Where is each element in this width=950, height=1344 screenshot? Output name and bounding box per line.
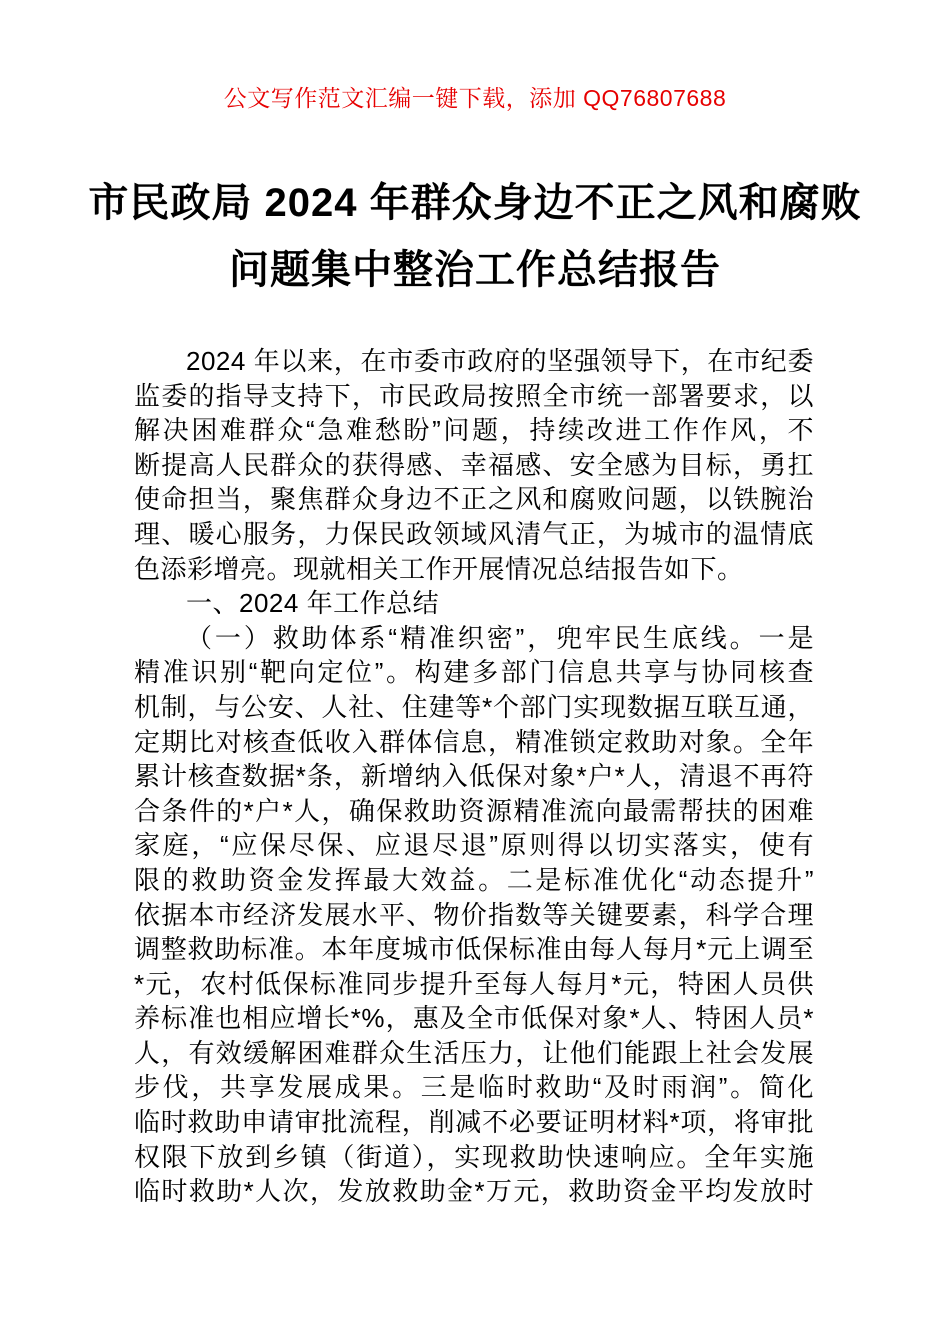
body-line: 断提高人民群众的获得感、幸福感、安全感为目标，勇扛 (134, 449, 814, 480)
body-line: 临时救助*人次，发放救助金*万元，救助资金平均发放时 (134, 1176, 814, 1207)
body-line: （一）救助体系“精准织密”，兜牢民生底线。一是 (186, 622, 814, 653)
document-body (134, 344, 814, 1209)
body-line: 家庭，“应保尽保、应退尽退”原则得以切实落实，使有 (134, 830, 814, 861)
body-line: 2024 年以来，在市委市政府的坚强领导下，在市纪委 (186, 346, 814, 376)
promo-banner-text: 公文写作范文汇编一键下载，添加 QQ76807688 (223, 85, 727, 111)
body-line: 理、暖心服务，力保民政领域风清气正，为城市的温情底 (134, 518, 814, 549)
title-line-1: 市民政局 2024 年群众身边不正之风和腐败 (88, 181, 862, 225)
body-line: 限的救助资金发挥最大效益。二是标准优化“动态提升” (134, 864, 814, 895)
body-line: 合条件的*户*人，确保救助资源精准流向最需帮扶的困难 (134, 795, 814, 826)
body-line: 权限下放到乡镇（街道），实现救助快速响应。全年实施 (134, 1141, 814, 1172)
body-line: 养标准也相应增长*%，惠及全市低保对象*人、特困人员* (134, 1003, 814, 1034)
body-line: 人，有效缓解困难群众生活压力，让他们能跟上社会发展 (134, 1037, 814, 1068)
body-line: *元，农村低保标准同步提升至每人每月*元，特困人员供 (134, 968, 814, 999)
document-title (75, 170, 875, 304)
body-line: 监委的指导支持下，市民政局按照全市统一部署要求，以 (134, 380, 814, 411)
body-line: 定期比对核查低收入群体信息，精准锁定救助对象。全年 (134, 726, 814, 757)
body-line: 色添彩增亮。现就相关工作开展情况总结报告如下。 (134, 553, 744, 584)
body-line: 步伐，共享发展成果。三是临时救助“及时雨润”。简化 (134, 1072, 814, 1103)
body-line: 累计核查数据*条，新增纳入低保对象*户*人，清退不再符 (134, 761, 814, 792)
body-line: 解决困难群众“急难愁盼”问题，持续改进工作作风，不 (134, 415, 814, 446)
body-line: 精准识别“靶向定位”。构建多部门信息共享与协同核查 (134, 657, 814, 688)
body-line: 依据本市经济发展水平、物价指数等关键要素，科学合理 (134, 899, 814, 930)
body-line: 使命担当，聚焦群众身边不正之风和腐败问题，以铁腕治 (134, 484, 814, 515)
body-line: 机制，与公安、人社、住建等*个部门实现数据互联互通， (134, 691, 814, 722)
title-line-2: 问题集中整治工作总结报告 (229, 248, 721, 292)
section-heading: 一、2024 年工作总结 (186, 588, 440, 619)
body-line: 临时救助申请审批流程，削减不必要证明材料*项，将审批 (134, 1107, 814, 1138)
body-line: 调整救助标准。本年度城市低保标准由每人每月*元上调至 (134, 934, 814, 965)
